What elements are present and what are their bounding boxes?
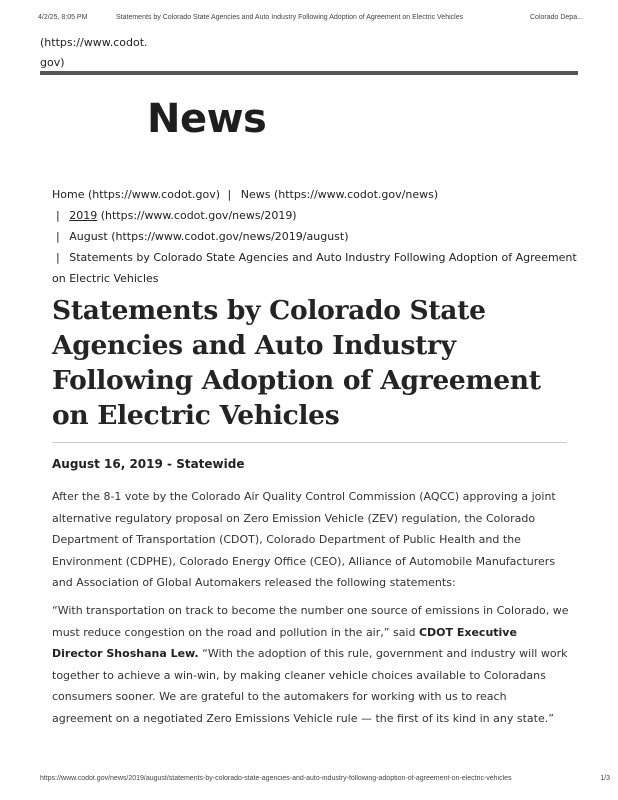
quote-text-1: “With transportation on track to become the number one source of emissions in Colorado, we must reduce congestion on the road and pollution in the air,” said (52, 604, 569, 639)
article-paragraph-1: After the 8-1 vote by the Colorado Air Quality Control Commission (AQCC) approving a joint alternative regulatory proposal on Zero Emission Vehicle (ZEV) regulation, the Colorado Department of Transportation (CDOT), Colorado Department of Public Health and the Environment (CDPHE), Colorado Energy Office (CEO), Alliance of Automobile Manufacturers and Association of Global Automakers released the following statements: (52, 490, 556, 589)
home-logo-link-line2: gov) (40, 56, 65, 69)
print-document-title: Statements by Colorado State Agencies and Auto Industry Following Adoption of Agreement on Electric Vehicles (116, 14, 464, 21)
article-date-location: August 16, 2019 - Statewide (52, 457, 245, 471)
breadcrumb-year-text: 2019 (69, 209, 98, 222)
print-url: https://www.codot.gov/news/2019/august/statements-by-colorado-state-agencies-and-auto-industry-following-adoption-of-agreement-on-electric-vehicles (40, 775, 512, 782)
quote-text-2: “With the adoption of this rule, government and industry will work together to achieve a win-win, by making cleaner vehicle choices available to Coloradans consumers sooner. We are grateful to the automakers for working with us to reach agreement on a negotiated Zero Emissions Vehicle rule — the first of its kind in any state.” (52, 647, 568, 725)
breadcrumb-month-link[interactable]: August (https://www.codot.gov/news/2019/august) (69, 230, 349, 243)
breadcrumb-line-1 (52, 184, 572, 205)
breadcrumb-separator: | (56, 209, 60, 222)
breadcrumb-separator: | (227, 188, 232, 201)
breadcrumb-current-page: Statements by Colorado State Agencies and Auto Industry Following Adoption of Agreement (69, 251, 577, 264)
breadcrumb-separator: | (56, 251, 60, 264)
title-divider (52, 442, 567, 443)
breadcrumb-line-3 (52, 226, 572, 247)
breadcrumb-line-2 (52, 205, 572, 226)
print-page-number: 1/3 (600, 775, 610, 782)
breadcrumb-news-link[interactable]: News (https://www.codot.gov/news) (240, 188, 439, 201)
breadcrumb-line-4 (52, 247, 577, 268)
home-logo-link-line1: (https://www.codot. (40, 36, 148, 49)
print-date: 4/2/25, 8:05 PM (38, 14, 88, 21)
print-footer (40, 775, 612, 787)
section-heading: News (147, 96, 267, 142)
home-logo-link[interactable] (40, 33, 148, 73)
print-header (38, 14, 612, 26)
breadcrumb-year-link[interactable] (69, 209, 296, 222)
header-divider (40, 71, 578, 75)
article-paragraph-2 (52, 600, 570, 729)
breadcrumb-year-url: (https://www.codot.gov/news/2019) (100, 209, 297, 222)
breadcrumb-separator: | (56, 230, 60, 243)
breadcrumb-current-page-continued: on Electric Vehicles (52, 272, 159, 285)
breadcrumb (52, 184, 577, 289)
print-site-name: Colorado Depa... (530, 14, 583, 21)
speaker-name: CDOT Executive Director Shoshana Lew. (52, 625, 517, 660)
breadcrumb-home-link[interactable]: Home (https://www.codot.gov) (52, 188, 220, 201)
article-title: Statements by Colorado State Agencies and Auto Industry Following Adoption of Agreement on Electric Vehicles (52, 295, 541, 431)
